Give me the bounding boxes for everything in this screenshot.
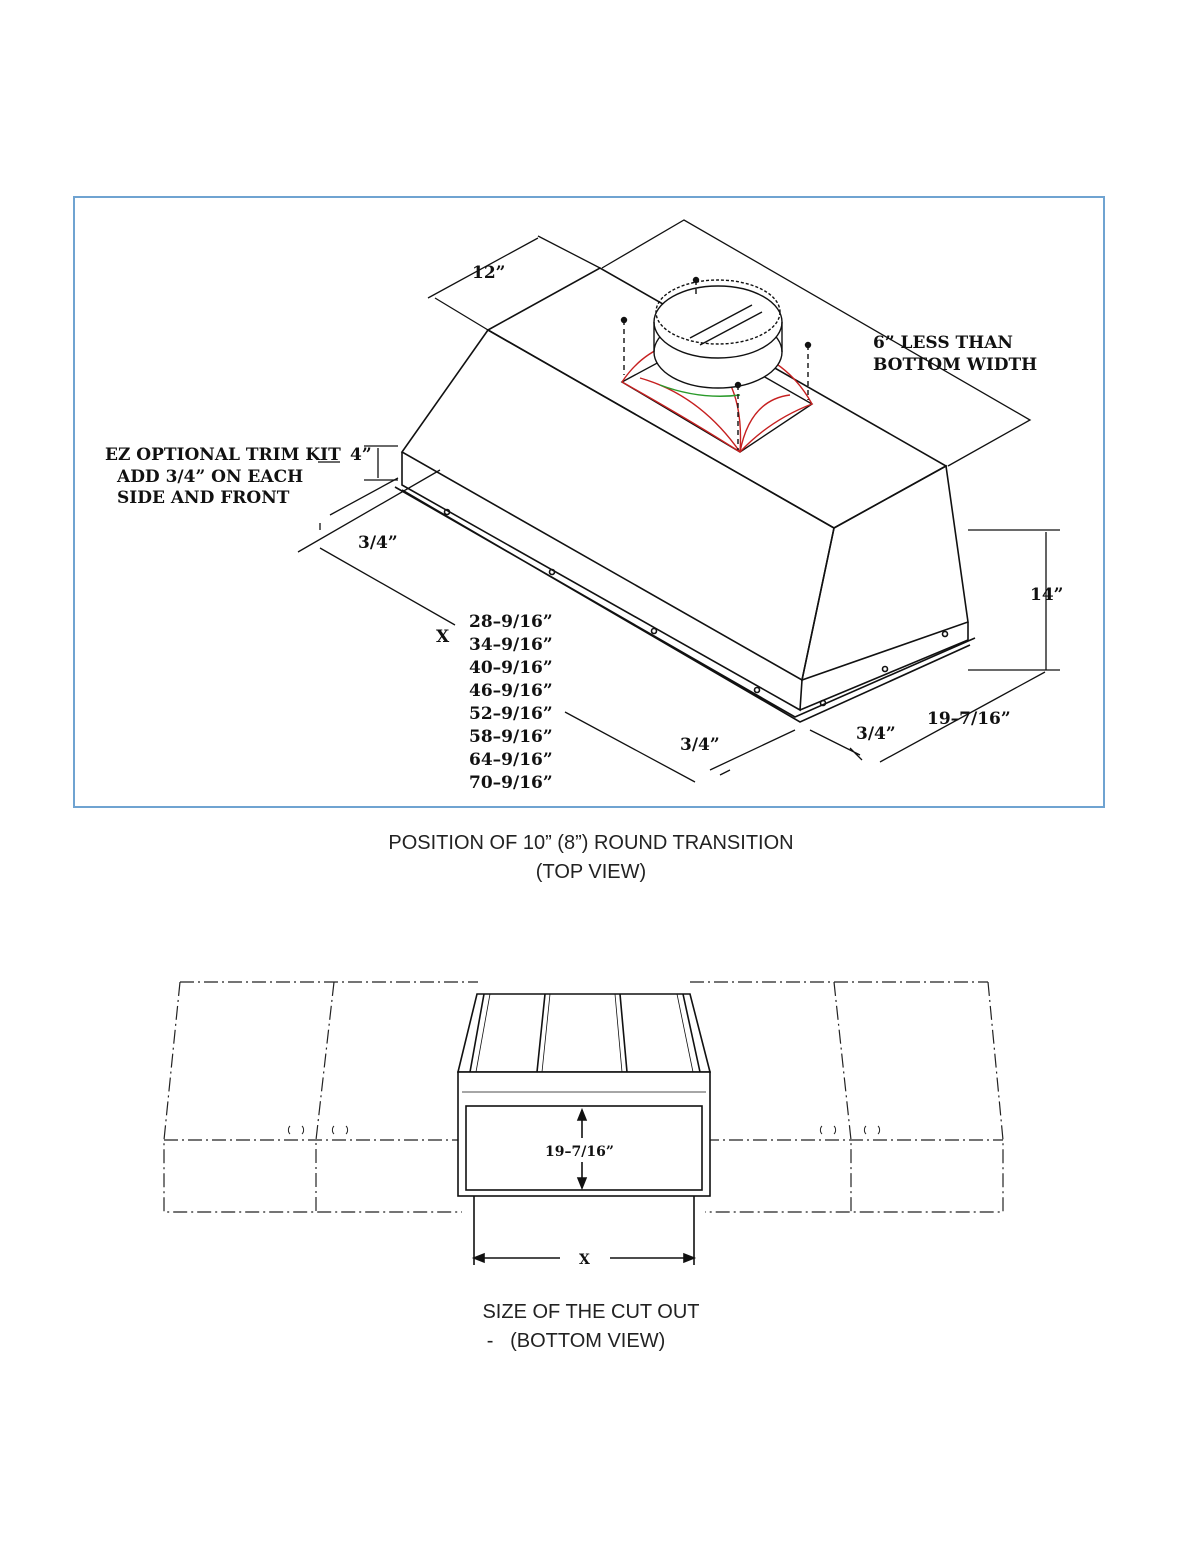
round-transition [622,278,813,453]
label-width-top: 12” [472,263,506,283]
caption-bottom-line1: SIZE OF THE CUT OUT [482,1301,700,1323]
size-list [469,612,553,793]
size-item: 40–9/16” [469,658,553,678]
label-depth: 19–7/16” [927,709,1011,729]
label-three-quarter-right: 3/4” [856,724,896,744]
label-three-quarter-front: 3/4” [680,735,720,755]
hood-front-slope [402,330,834,680]
label-three-quarter-left: 3/4” [358,533,398,553]
size-item: 52–9/16” [469,704,553,724]
insert-top [458,994,710,1072]
label-trim-2: ADD 3/4” ON EACH [117,467,304,487]
label-trim-3: SIDE AND FRONT [117,488,290,508]
size-item: 70–9/16” [469,773,553,793]
label-four: 4” [350,445,372,465]
size-item: 64–9/16” [469,750,553,770]
bottom-x-label: X [579,1252,590,1268]
hood-right-slope [802,466,968,680]
label-fourteen: 14” [1030,585,1064,605]
caption-bottom-line2: - (BOTTOM VIEW) [486,1330,666,1352]
bottom-depth-label: 19–7/16” [545,1144,614,1160]
label-x: X [436,627,450,647]
size-item: 34–9/16” [469,635,553,655]
bottom-view-diagram [0,960,1182,1320]
caption-bottom [0,1298,1182,1356]
size-item: 58–9/16” [469,727,553,747]
size-item: 46–9/16” [469,681,553,701]
caption-top-line1: POSITION OF 10” (8”) ROUND TRANSITION [388,832,794,854]
size-item: 28–9/16” [469,612,553,632]
label-bottom-width: BOTTOM WIDTH [873,355,1038,375]
caption-top [0,829,1182,887]
label-six-less: 6” LESS THAN [873,333,1013,353]
label-trim-1: EZ OPTIONAL TRIM KIT [105,445,341,465]
caption-top-line2: (TOP VIEW) [535,861,647,883]
